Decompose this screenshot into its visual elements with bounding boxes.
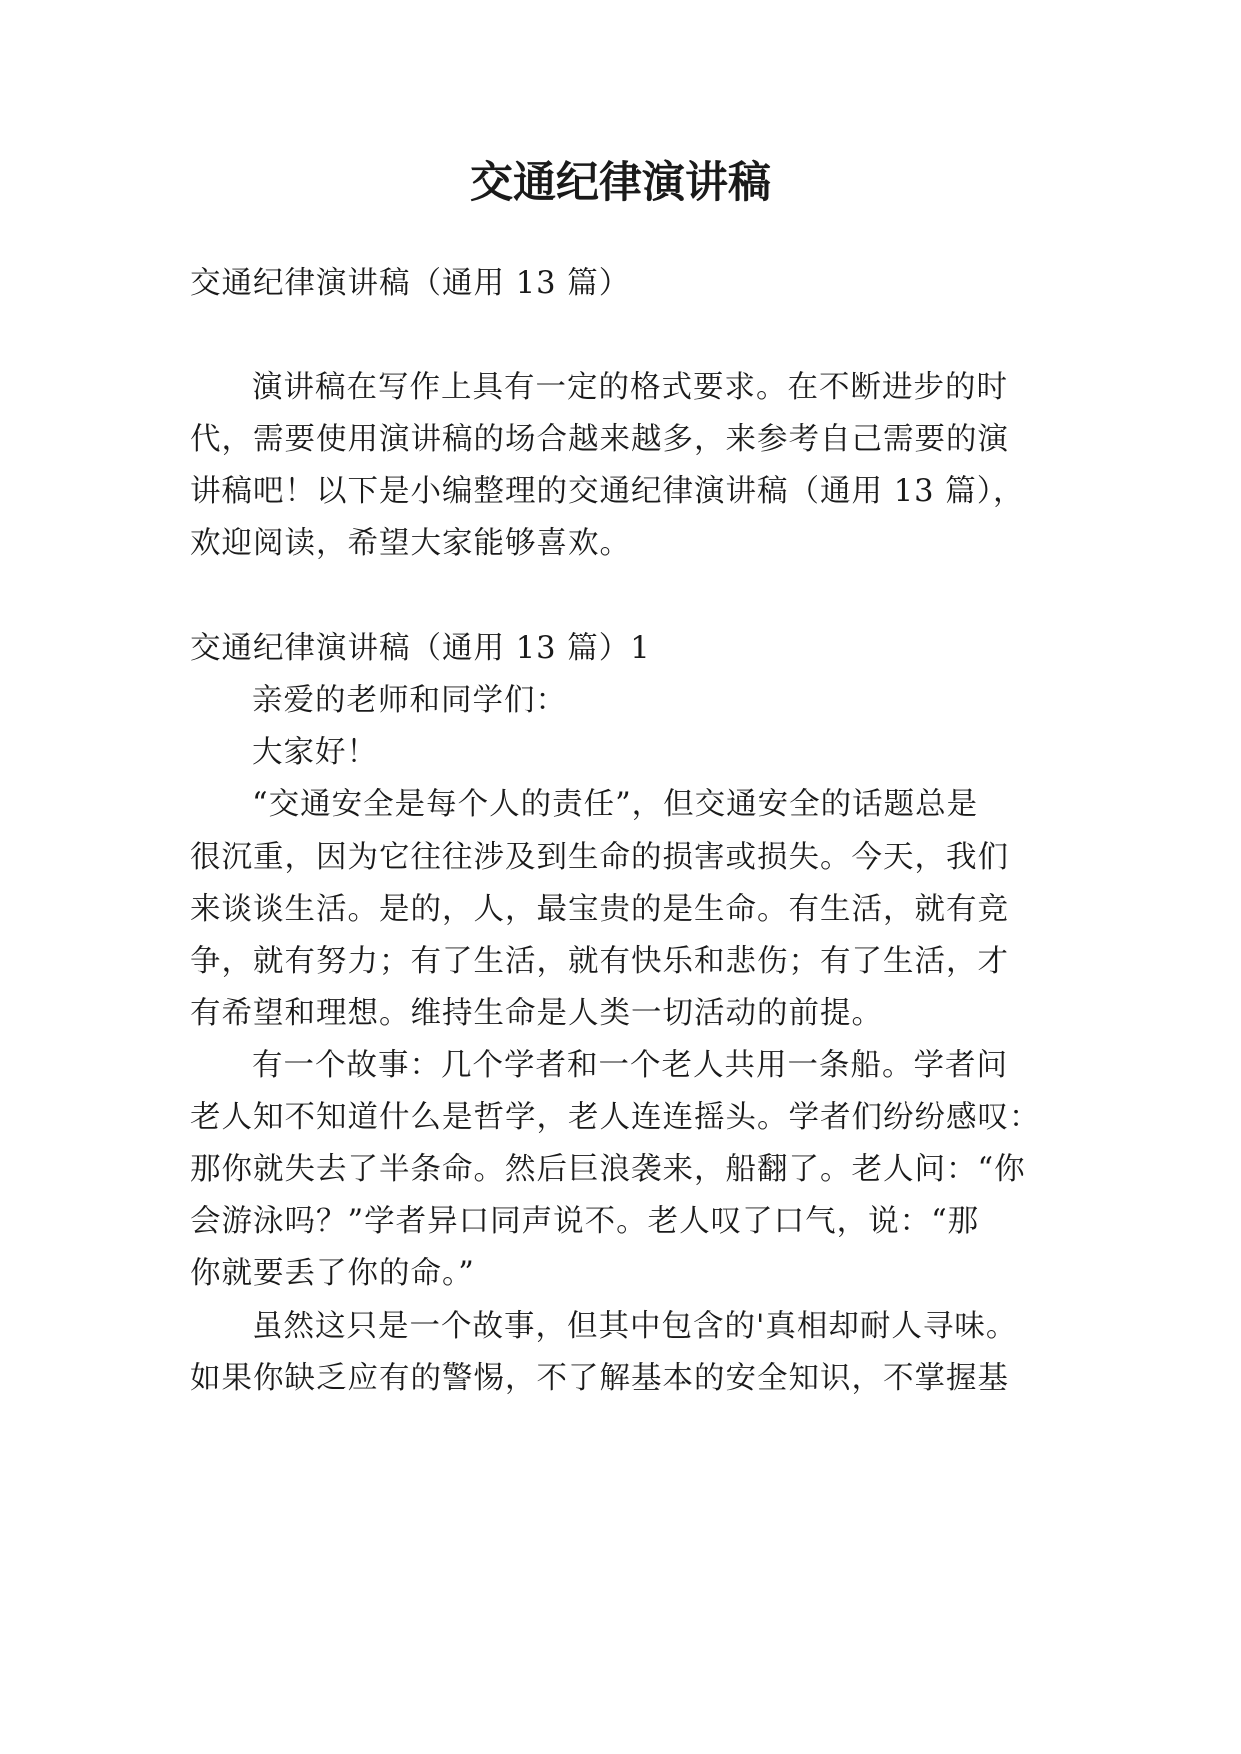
paragraph-line: 老人知不知道什么是哲学，老人连连摇头。学者们纷纷感叹：	[190, 1100, 1041, 1135]
intro-line: 欢迎阅读，希望大家能够喜欢。	[190, 526, 631, 561]
document-title: 交通纪律演讲稿	[470, 158, 771, 208]
greeting: 大家好！	[252, 735, 378, 770]
paragraph-line: 很沉重，因为它往往涉及到生命的损害或损失。今天，我们	[190, 840, 1009, 875]
salutation: 亲爱的老师和同学们：	[252, 683, 567, 718]
section-heading: 交通纪律演讲稿（通用 13 篇）1	[190, 631, 651, 666]
paragraph-line: 如果你缺乏应有的警惕，不了解基本的安全知识，不掌握基	[190, 1361, 1009, 1396]
paragraph-line: 有希望和理想。维持生命是人类一切活动的前提。	[190, 996, 883, 1031]
paragraph-line: “交通安全是每个人的责任”，但交通安全的话题总是	[252, 787, 979, 822]
intro-line: 讲稿吧！以下是小编整理的交通纪律演讲稿（通用 13 篇），	[190, 474, 1025, 509]
paragraph-line: 争，就有努力；有了生活，就有快乐和悲伤；有了生活，才	[190, 944, 1009, 979]
paragraph-line: 有一个故事：几个学者和一个老人共用一条船。学者问	[252, 1048, 1008, 1083]
paragraph-line: 虽然这只是一个故事，但其中包含的'真相却耐人寻味。	[252, 1309, 1018, 1344]
paragraph-line: 会游泳吗？”学者异口同声说不。老人叹了口气，说：“那	[190, 1204, 980, 1239]
intro-line: 代，需要使用演讲稿的场合越来越多，来参考自己需要的演	[190, 422, 1009, 457]
paragraph-line: 你就要丢了你的命。”	[190, 1256, 475, 1291]
intro-line: 演讲稿在写作上具有一定的格式要求。在不断进步的时	[252, 370, 1008, 405]
document-subtitle: 交通纪律演讲稿（通用 13 篇）	[190, 266, 631, 301]
paragraph-line: 那你就失去了半条命。然后巨浪袭来，船翻了。老人问：“你	[190, 1152, 1026, 1187]
paragraph-line: 来谈谈生活。是的，人，最宝贵的是生命。有生活，就有竞	[190, 892, 1009, 927]
